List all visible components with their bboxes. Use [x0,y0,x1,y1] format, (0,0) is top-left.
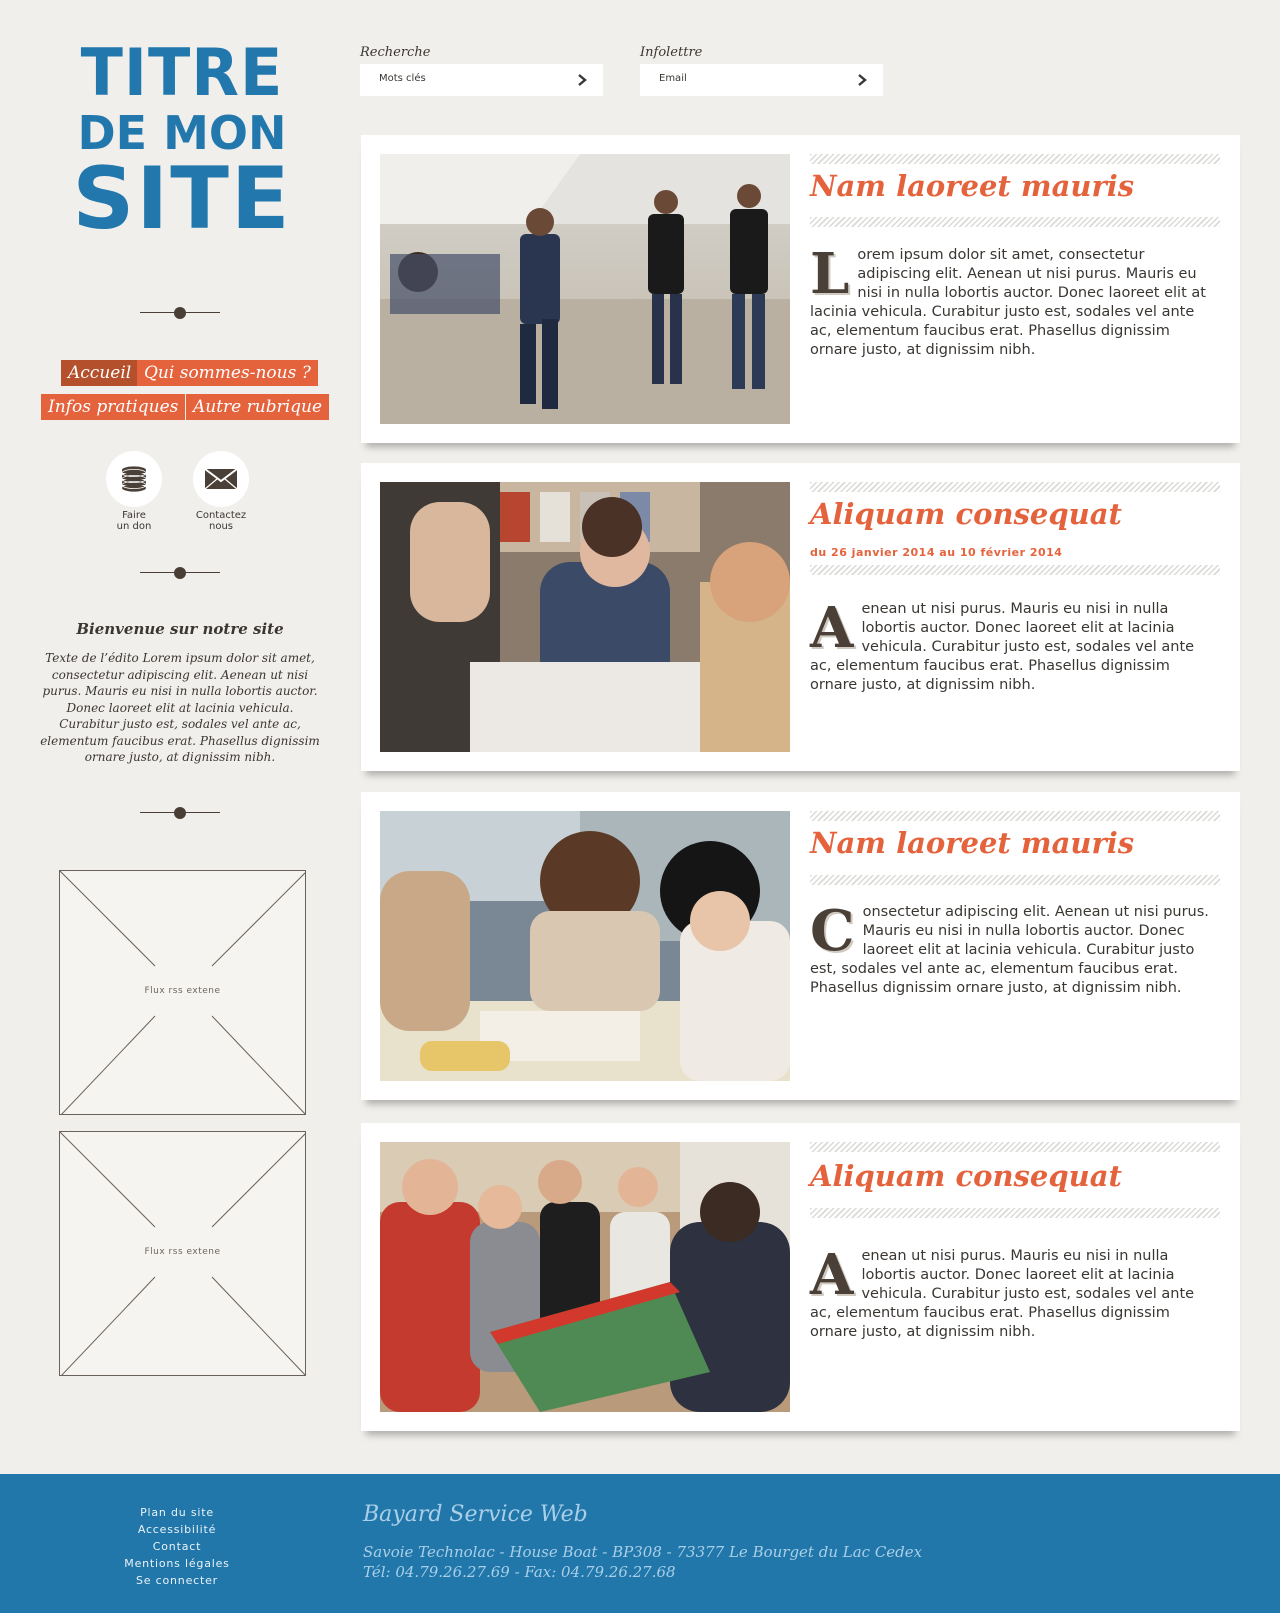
title-stripe [810,811,1220,821]
article-photo[interactable] [380,1142,790,1412]
footer-address: Savoie Technolac - House Boat - BP308 - 73377 Le Bourget du Lac Cedex Tél: 04.79.26.27.69 - Fax: 04.79.26.27.68 [363,1543,923,1581]
nav-item-autre-rubrique[interactable]: Autre rubrique [186,394,329,420]
title-stripe [810,154,1220,164]
footer-link-accessibilite[interactable]: Accessibilité [137,1523,217,1536]
newsletter-field[interactable] [640,64,883,96]
newsletter-label: Infolettre [640,45,703,60]
article-body: A enean ut nisi purus. Mauris eu nisi in nulla lobortis auctor. Donec laoreet elit at lacinia vehicula. Curabitur justo est, sodales vel ante ac, elementum faucibus erat. Phasellus dignissim ornare justo, at dignissim nibh. [810,595,1195,693]
welcome-title: Bienvenue sur notre site [76,620,284,638]
chevron-right-icon[interactable] [575,73,589,87]
article-photo[interactable] [380,811,790,1081]
welcome-text: Texte de l’édito Lorem ipsum dolor sit amet, consectetur adipiscing elit. Aenean ut nisi purus. Mauris eu nisi in nulla lobortis auctor. Donec laoreet elit at lacinia vehicula. Curabitur justo est, sodales vel ante ac, elementum faucibus erat. Phasellus dignissim ornare justo, at dignissim nibh. [40,651,320,764]
divider [140,306,220,320]
title-stripe [810,1208,1220,1218]
footer-org-name: Bayard Service Web [363,1502,588,1527]
article-title[interactable]: Nam laoreet mauris [810,169,1135,203]
logo-line-1: TITRE [80,34,284,111]
logo-line-3: SITE [72,149,292,249]
donate-label: Faire un don [116,510,152,532]
title-stripe [810,565,1220,575]
dropcap: C [810,898,855,964]
article-title[interactable]: Aliquam consequat [810,1159,1122,1193]
dropcap: A [810,1242,854,1308]
logo-line-2: DE MON [77,106,287,160]
nav-item-infos-pratiques[interactable]: Infos pratiques [41,394,185,420]
article-photo[interactable] [380,482,790,752]
article-card[interactable] [361,135,1240,443]
rss-label: Flux rss extene [144,1247,221,1257]
nav-item-qui-sommes-nous[interactable]: Qui sommes-nous ? [137,360,318,386]
dropcap: L [810,241,850,307]
rss-widget[interactable] [59,1131,306,1376]
logo[interactable] [62,34,302,249]
search-label: Recherche [360,45,431,60]
rss-widget[interactable] [59,870,306,1115]
article-title[interactable]: Nam laoreet mauris [810,826,1135,860]
divider [140,566,220,580]
footer-link-contact[interactable]: Contact [152,1540,202,1553]
donate-button[interactable] [106,451,162,507]
divider [140,806,220,820]
nav-item-accueil[interactable]: Accueil [61,360,138,386]
email-input[interactable]: Email [659,73,687,84]
coins-icon [106,451,162,507]
footer-link-se-connecter[interactable]: Se connecter [136,1574,218,1587]
article-body: L orem ipsum dolor sit amet, consectetur adipiscing elit. Aenean ut nisi purus. Mauris eu nisi in nulla lobortis auctor. Donec laoreet elit at lacinia vehicula. Curabitur justo est, sodales vel ante ac, elementum faucibus erat. Phasellus dignissim ornare justo, at dignissim nibh. [810,241,1206,358]
footer-link-plan-du-site[interactable]: Plan du site [140,1506,214,1519]
contact-label: Contactez nous [195,510,247,532]
article-date: du 26 janvier 2014 au 10 février 2014 [810,546,1063,559]
title-stripe [810,1142,1220,1152]
article-body: A enean ut nisi purus. Mauris eu nisi in nulla lobortis auctor. Donec laoreet elit at lacinia vehicula. Curabitur justo est, sodales vel ante ac, elementum faucibus erat. Phasellus dignissim ornare justo, at dignissim nibh. [810,1242,1195,1340]
article-card[interactable] [361,463,1240,771]
chevron-right-icon[interactable] [855,73,869,87]
rss-label: Flux rss extene [144,986,221,996]
article-photo[interactable] [380,154,790,424]
footer-link-mentions-legales[interactable]: Mentions légales [124,1557,230,1570]
title-stripe [810,482,1220,492]
search-field[interactable] [360,64,603,96]
article-card[interactable] [361,1123,1240,1431]
footer-links [112,1504,242,1589]
envelope-icon [193,451,249,507]
search-input[interactable]: Mots clés [379,73,426,84]
article-title[interactable]: Aliquam consequat [810,497,1122,531]
dropcap: A [810,595,854,661]
contact-button[interactable] [193,451,249,507]
footer [0,1474,1280,1613]
title-stripe [810,875,1220,885]
article-card[interactable] [361,792,1240,1100]
title-stripe [810,217,1220,227]
article-body: C onsectetur adipiscing elit. Aenean ut nisi purus. Mauris eu nisi in nulla lobortis auctor. Donec laoreet elit at lacinia vehicula. Curabitur justo est, sodales vel ante ac, elementum faucibus erat. Phasellus dignissim ornare justo, at dignissim nibh. [810,898,1209,996]
